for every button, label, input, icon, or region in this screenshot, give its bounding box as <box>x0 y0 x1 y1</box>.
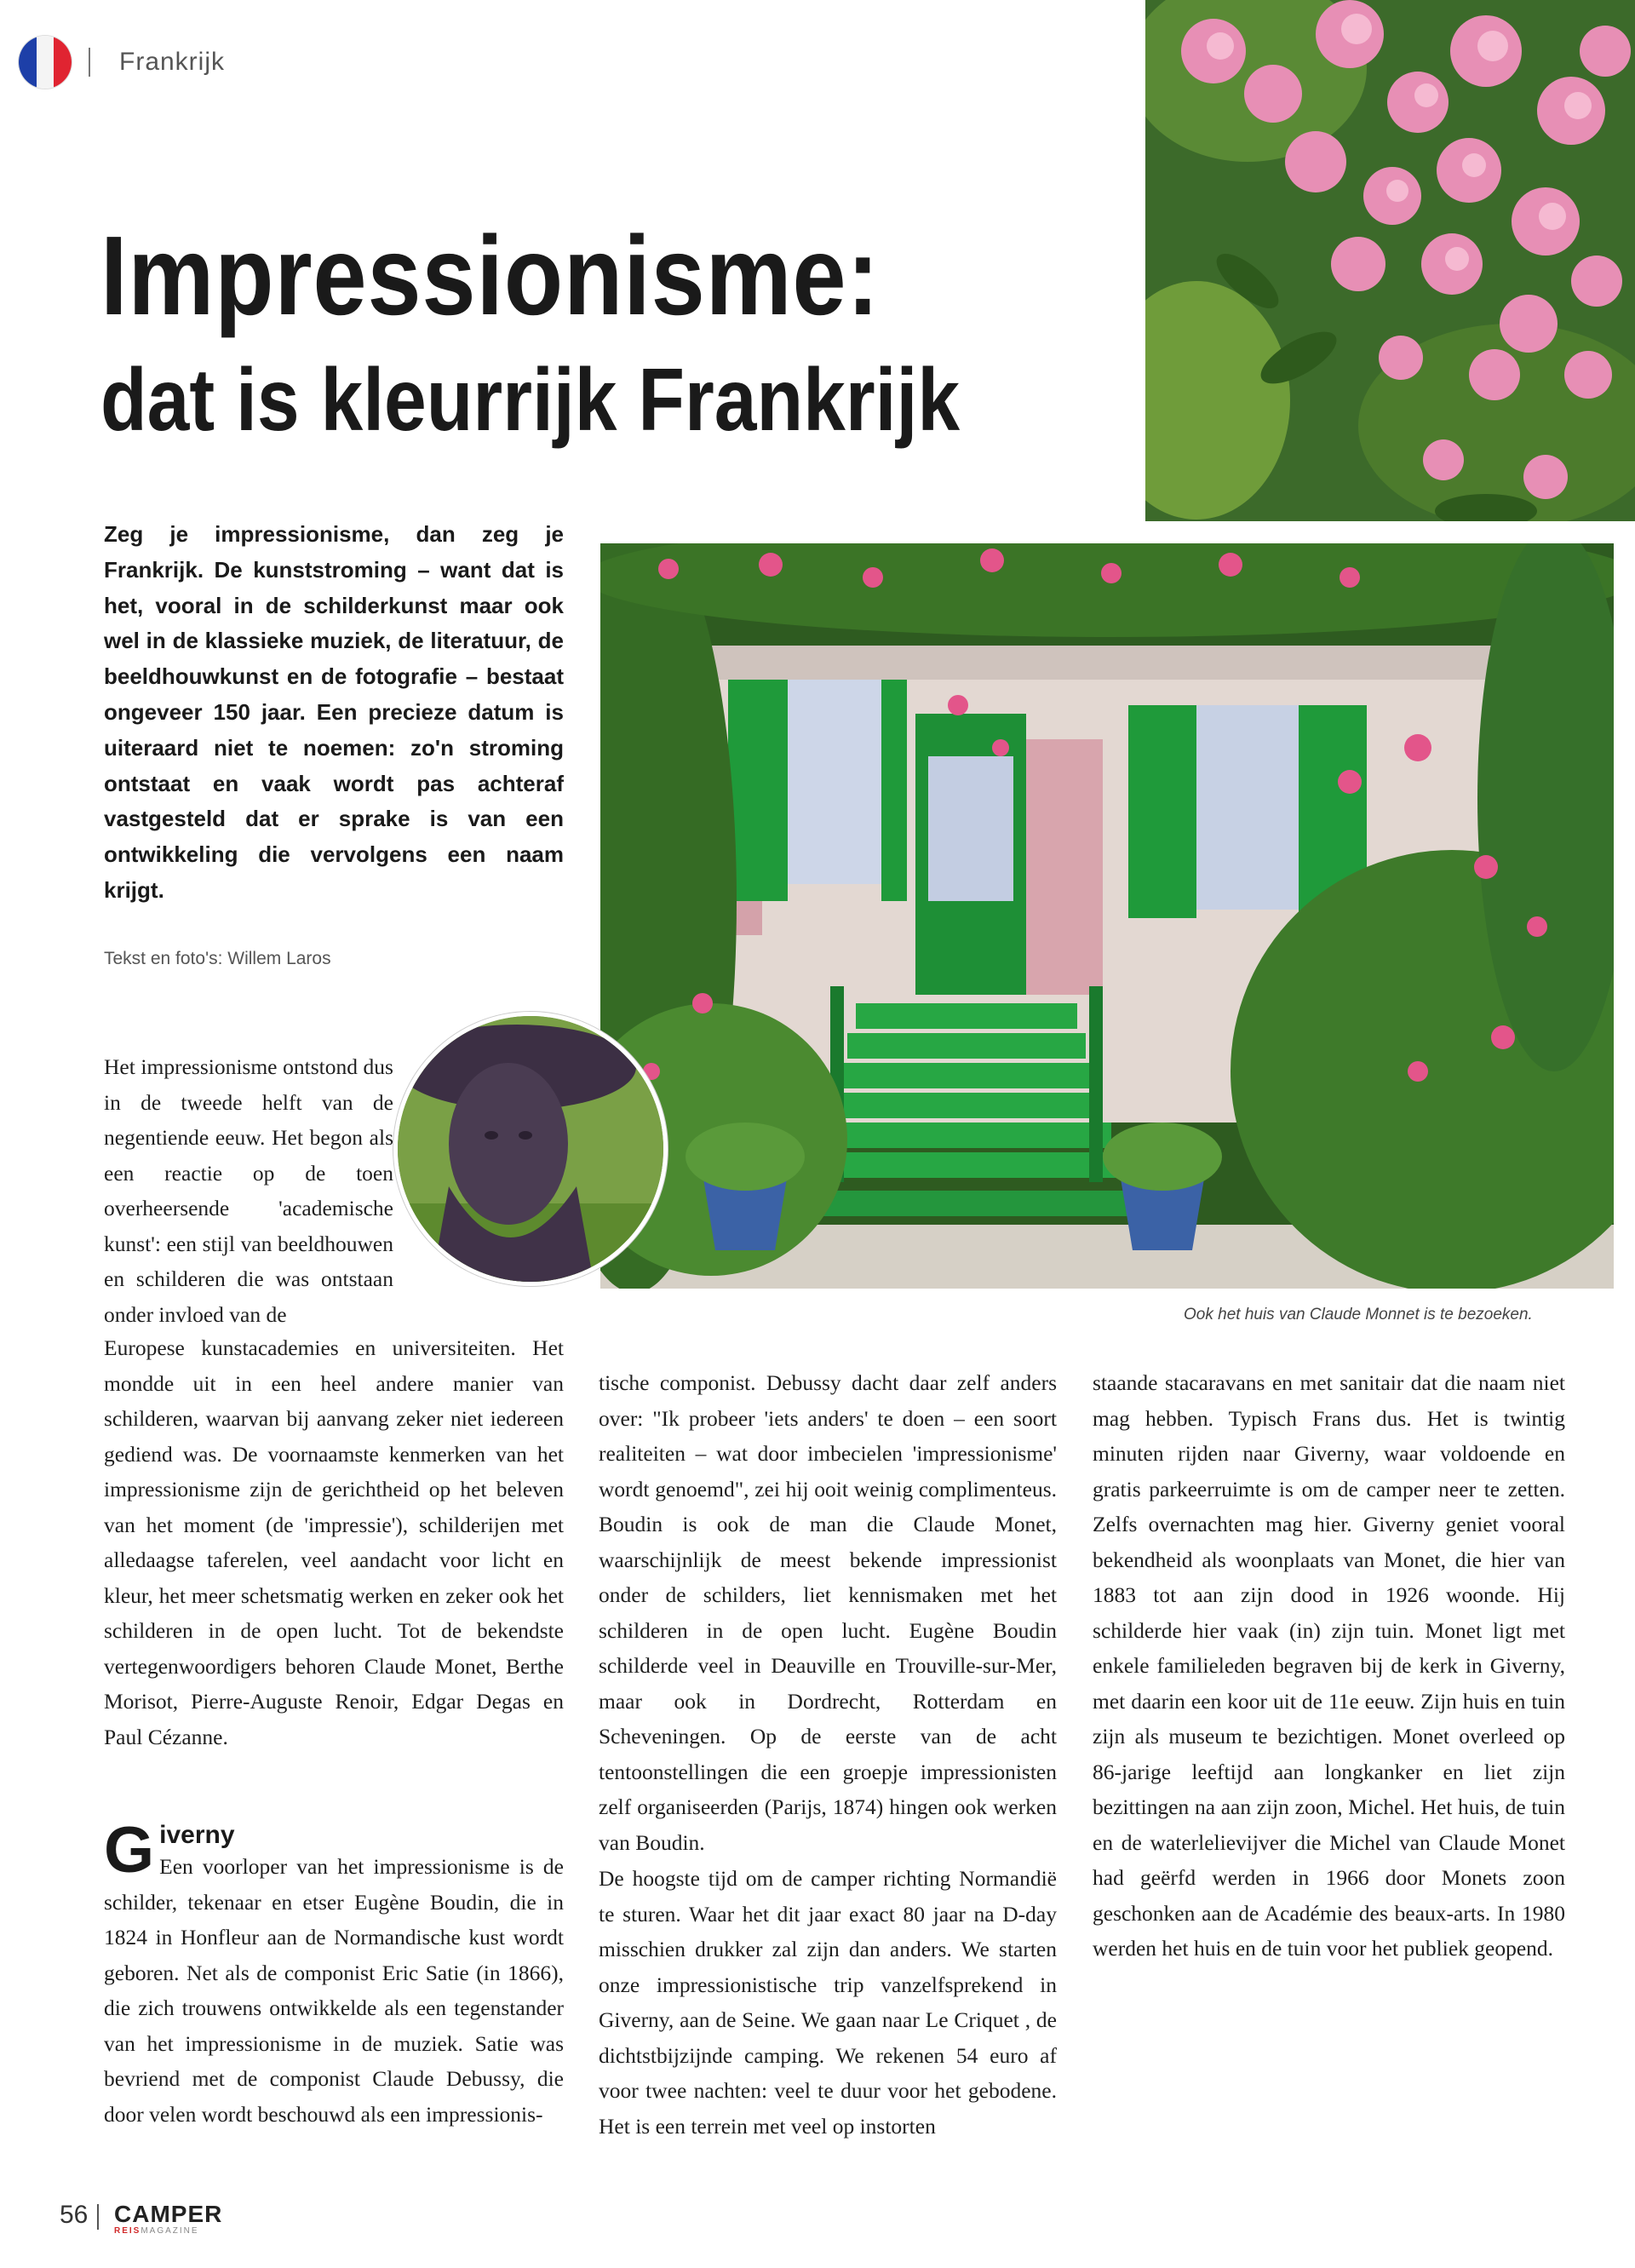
magazine-logo: CAMPER <box>114 2201 223 2227</box>
logo-accent: REIS <box>114 2226 141 2236</box>
intro-paragraph: Zeg je impressionisme, dan zeg je Frankrijk. De kunststroming – want dat is het, vooral in de schilderkunst maar ook wel in de klassieke muziek, de literatuur, de beeldhouwkunst en de fotografie – bestaat ongeveer 150 jaar. Een precieze datum is uiteraard niet te noemen: zo'n stroming ontstaat en vaak wordt pas achteraf vastgesteld dat er sprake is van een ontwikkeling die vervolgens een naam krijgt. <box>104 521 564 903</box>
body-paragraph-1a: Het impressionisme ontstond dus in de tweede helft van de negentiende eeuw. Het begon als een reactie op de toen overheersende 'academische kunst': een stijl van beeldhouwen en schilderen die was ontstaan onder invloed van de <box>104 1054 393 1327</box>
logo-sub-text: MAGAZINE <box>141 2226 199 2236</box>
section-label: Frankrijk <box>119 48 226 76</box>
section-giverny <box>104 1814 564 2132</box>
magazine-logo-sub <box>114 2226 199 2236</box>
page-number: 56 <box>60 2201 89 2229</box>
section-title: iverny <box>159 1821 235 1849</box>
dropcap: G <box>104 1814 155 1886</box>
roses-photo <box>1145 0 1635 521</box>
page-subtitle: dat is kleurrijk Frankrijk <box>100 351 961 450</box>
body-paragraph-3: tische componist. Debussy dacht daar zelf anders over: "Ik probeer 'iets anders' te doen – een soort realiteiten – wat door imbecielen 'impressionisme' wordt genoemd", zei hij ooit weinig complimenteus. Boudin is ook de man die Claude Monet, waarschijnlijk de meest bekende impressionist onder de schilders, liet kennismaken met het schilderen in de open lucht. Eugène Boudin schilderde veel in Deauville en Trouville-sur-Mer, maar ook in Dordrecht, Rotterdam en Scheveningen. Op de eerste van de acht tentoonstellingen die een groepje impressionisten zelf organiseerden (Parijs, 1874) hingen ook werken van Boudin. <box>599 1370 1057 1855</box>
body-paragraph-1b: Europese kunstacademies en universiteiten. Het mondde uit in een heel andere manier van schilderen, waarvan bij aanvang zeker niet iedereen gediend was. De voornaamste kenmerken van het impressionisme zijn de gerichtheid op het beleven van het moment (de 'impressie'), schilderijen met alledaagse taferelen, veel aandacht voor licht en kleur, het meer schetsmatig werken en zeker ook het schilderen in de open lucht. Tot de bekendste vertegenwoordigers behoren Claude Monet, Berthe Morisot, Pierre-Auguste Renoir, Edgar Degas en Paul Cézanne. <box>104 1335 564 1749</box>
author-credit: Tekst en foto's: Willem Laros <box>104 949 331 968</box>
france-flag-icon <box>19 36 72 89</box>
body-paragraph-5: staande stacaravans en met sanitair dat die naam niet mag hebben. Typisch Frans dus. Het is twintig minuten rijden naar Giverny, waar voldoende en gratis parkeerruimte is om de camper neer te zetten. Zelfs overnachten mag hier. Giverny geniet vooral bekendheid als woonplaats van Monet, die hier van 1883 tot aan zijn dood in 1926 woonde. Hij schilderde hier vaak (in) zijn tuin. Monet ligt met enkele familieleden begraven bij de kerk in Giverny, met daarin een koor uit de 11e eeuw. Zijn huis en tuin zijn als museum te bezichtigen. Monet overleed op 86-jarige leeftijd aan longkanker en liet zijn bezittingen na aan zijn zoon, Michel. Het huis, de tuin en de waterlelievijver die Michel van Claude Monet had geërfd werden in 1966 door Monets zoon geschonken aan de Académie des beaux-arts. In 1980 werden het huis en de tuin voor het publiek geopend. <box>1093 1370 1565 1961</box>
monet-house-photo <box>600 543 1614 1289</box>
body-paragraph-4: De hoogste tijd om de camper richting Normandië te sturen. Waar het dit jaar exact 80 jaar na D-day misschien drukker zal zijn dan anders. We starten onze impressionistische trip vanzelfsprekend in Giverny, aan de Seine. We gaan naar Le Criquet , de dichtstbijzijnde camping. We rekenen 54 euro af voor twee nachten: veel te duur voor het gebodene. Het is een terrein met veel op instorten <box>599 1866 1057 2139</box>
header-divider <box>89 48 90 77</box>
monet-bust-photo <box>393 1012 668 1286</box>
page-title: Impressionisme: <box>100 213 881 338</box>
footer-divider <box>97 2204 99 2230</box>
body-paragraph-2: Een voorloper van het impressionisme is de schilder, tekenaar en etser Eugène Boudin, die in 1824 in Honfleur aan de Normandische kust wordt geboren. Net als de componist Eric Satie (in 1866), die zich trouwens ontwikkelde als een tegenstander van het impressionisme in de muziek. Satie was bevriend met de componist Claude Debussy, die door velen wordt beschouwd als een impressionis- <box>104 1854 564 2127</box>
photo-caption: Ook het huis van Claude Monnet is te bezoeken. <box>1184 1306 1533 1323</box>
